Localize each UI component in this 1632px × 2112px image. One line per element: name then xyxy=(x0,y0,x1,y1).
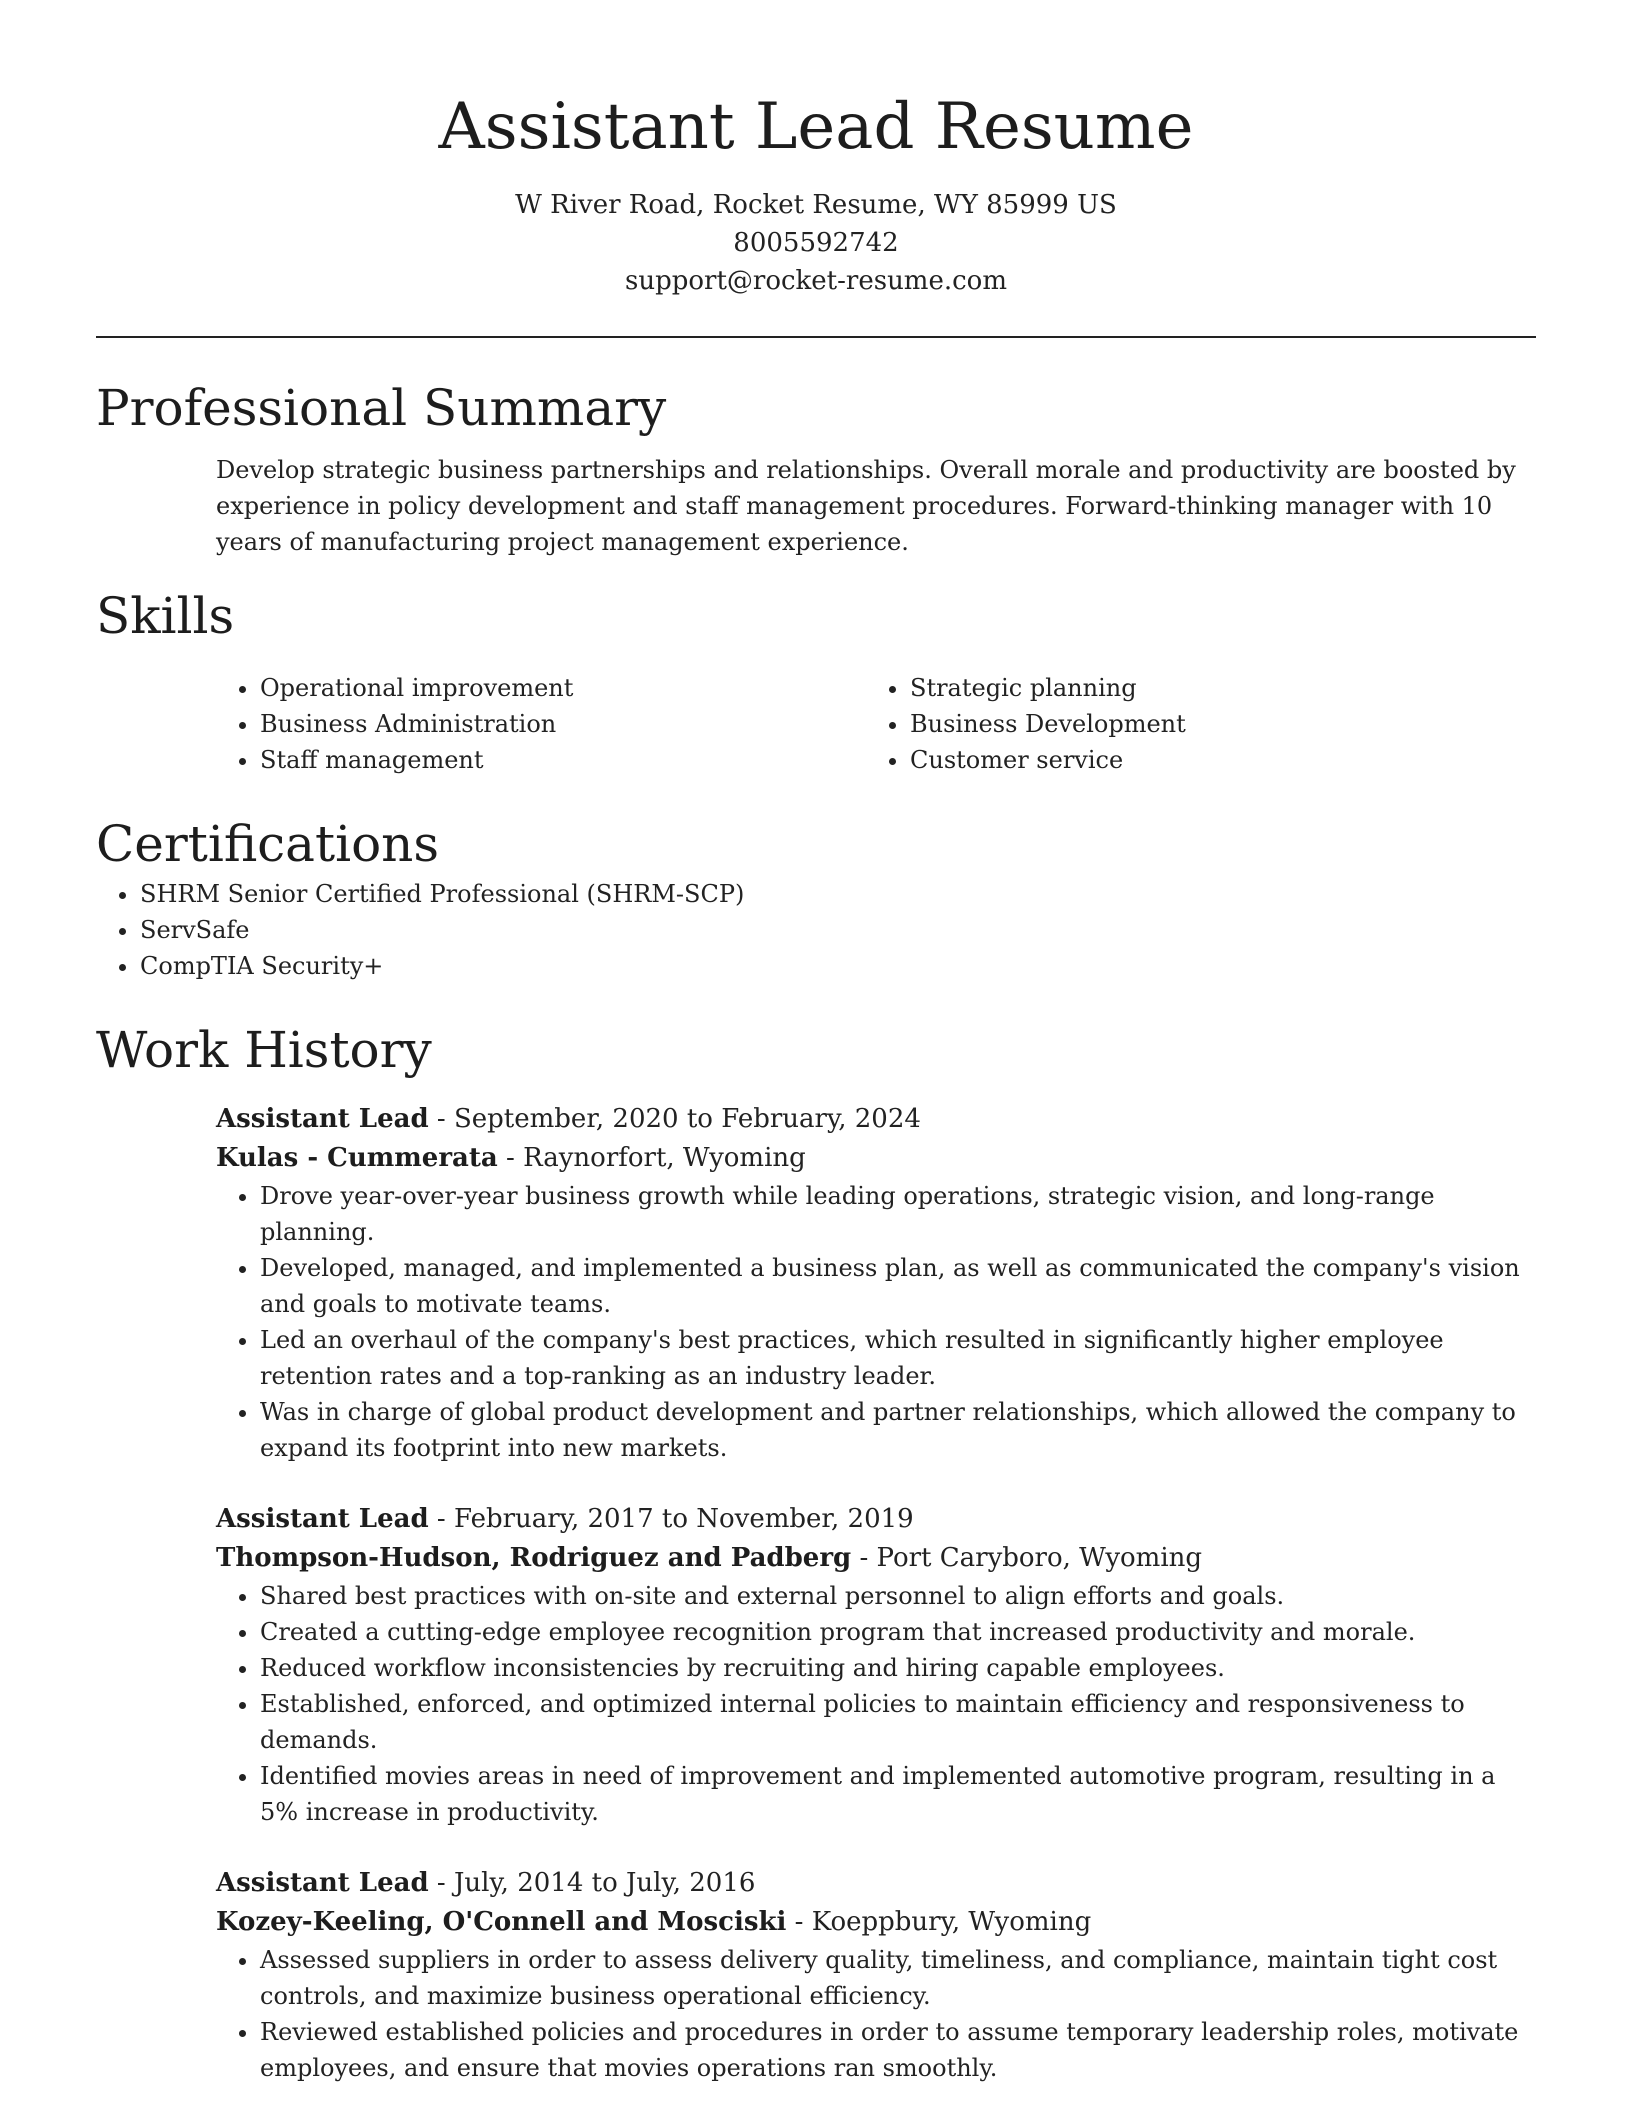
job-company: Thompson-Hudson, Rodriguez and Padberg xyxy=(216,1543,852,1573)
header-divider xyxy=(96,336,1536,338)
job-location: - Koeppbury, Wyoming xyxy=(786,1907,1092,1937)
work-history-heading: Work History xyxy=(96,1021,432,1079)
job-location: - Port Caryboro, Wyoming xyxy=(851,1543,1203,1573)
job-role: Assistant Lead xyxy=(216,1868,429,1898)
job-location: - Raynorfort, Wyoming xyxy=(497,1143,806,1173)
job-role-line xyxy=(216,1864,1536,1903)
job-bullets xyxy=(216,1178,1536,1466)
job-bullet: • Identified movies areas in need of improvement and implemented automotive program, resulting in a 5% increase in productivity. xyxy=(260,1758,1536,1830)
skills-column-left xyxy=(216,670,866,778)
certification-item: • SHRM Senior Certified Professional (SHRM-SCP) xyxy=(140,876,1536,912)
job-role: Assistant Lead xyxy=(216,1504,429,1534)
job-bullet: • Established, enforced, and optimized internal policies to maintain efficiency and responsiveness to demands. xyxy=(260,1686,1536,1758)
address-line: W River Road, Rocket Resume, WY 85999 US xyxy=(515,190,1117,220)
skills-column-right xyxy=(866,670,1516,778)
certifications-list xyxy=(96,876,1536,984)
resume-title: Assistant Lead Resume xyxy=(438,90,1194,164)
summary-heading: Professional Summary xyxy=(96,379,667,437)
certification-item: • CompTIA Security+ xyxy=(140,948,1536,984)
skill-item: • Operational improvement xyxy=(260,670,866,706)
job-entry xyxy=(216,1500,1536,1830)
skill-item: • Strategic planning xyxy=(910,670,1516,706)
job-bullets xyxy=(216,1942,1536,2086)
resume-page xyxy=(96,0,1536,2086)
job-bullet: • Assessed suppliers in order to assess delivery quality, timeliness, and compliance, maintain tight cost controls, and maximize business operational efficiency. xyxy=(260,1942,1536,2014)
job-company: Kozey-Keeling, O'Connell and Mosciski xyxy=(216,1907,787,1937)
job-company-line xyxy=(216,1139,1536,1178)
job-bullet: • Shared best practices with on-site and external personnel to align efforts and goals. xyxy=(260,1578,1536,1614)
email-line: support@rocket-resume.com xyxy=(624,266,1007,296)
job-company: Kulas - Cummerata xyxy=(216,1143,498,1173)
job-dates: - February, 2017 to November, 2019 xyxy=(428,1504,914,1534)
job-bullet: • Was in charge of global product development and partner relationships, which allowed the company to expand its footprint into new markets. xyxy=(260,1394,1536,1466)
job-bullet: • Drove year-over-year business growth while leading operations, strategic vision, and long-range planning. xyxy=(260,1178,1536,1250)
job-company-line xyxy=(216,1903,1536,1942)
skill-item: • Staff management xyxy=(260,742,866,778)
job-bullet: • Created a cutting-edge employee recognition program that increased productivity and morale. xyxy=(260,1614,1536,1650)
summary-text: Develop strategic business partnerships and relationships. Overall morale and productivity are boosted by experience in policy development and staff management procedures. Forward-thinking manager with 10 years of manufacturing project management experience. xyxy=(216,456,1516,556)
job-role-line xyxy=(216,1500,1536,1539)
job-bullets xyxy=(216,1578,1536,1830)
job-bullet: • Led an overhaul of the company's best practices, which resulted in significantly higher employee retention rates and a top-ranking as an industry leader. xyxy=(260,1322,1536,1394)
certification-item: • ServSafe xyxy=(140,912,1536,948)
job-bullet: • Developed, managed, and implemented a business plan, as well as communicated the company's vision and goals to motivate teams. xyxy=(260,1250,1536,1322)
job-entry xyxy=(216,1100,1536,1466)
phone-line: 8005592742 xyxy=(733,228,899,258)
skill-item: • Customer service xyxy=(910,742,1516,778)
job-dates: - July, 2014 to July, 2016 xyxy=(428,1868,756,1898)
skill-item: • Business Administration xyxy=(260,706,866,742)
job-company-line xyxy=(216,1539,1536,1578)
job-dates: - September, 2020 to February, 2024 xyxy=(428,1104,921,1134)
job-role: Assistant Lead xyxy=(216,1104,429,1134)
job-bullet: • Reviewed established policies and procedures in order to assume temporary leadership roles, motivate employees, and ensure that movies operations ran smoothly. xyxy=(260,2014,1536,2086)
skills-grid xyxy=(216,670,1536,778)
skill-item: • Business Development xyxy=(910,706,1516,742)
job-bullet: • Reduced workflow inconsistencies by recruiting and hiring capable employees. xyxy=(260,1650,1536,1686)
certifications-heading: Certifications xyxy=(96,815,440,873)
job-entry xyxy=(216,1864,1536,2086)
job-role-line xyxy=(216,1100,1536,1139)
resume-header xyxy=(96,0,1536,300)
skills-heading: Skills xyxy=(96,587,235,645)
